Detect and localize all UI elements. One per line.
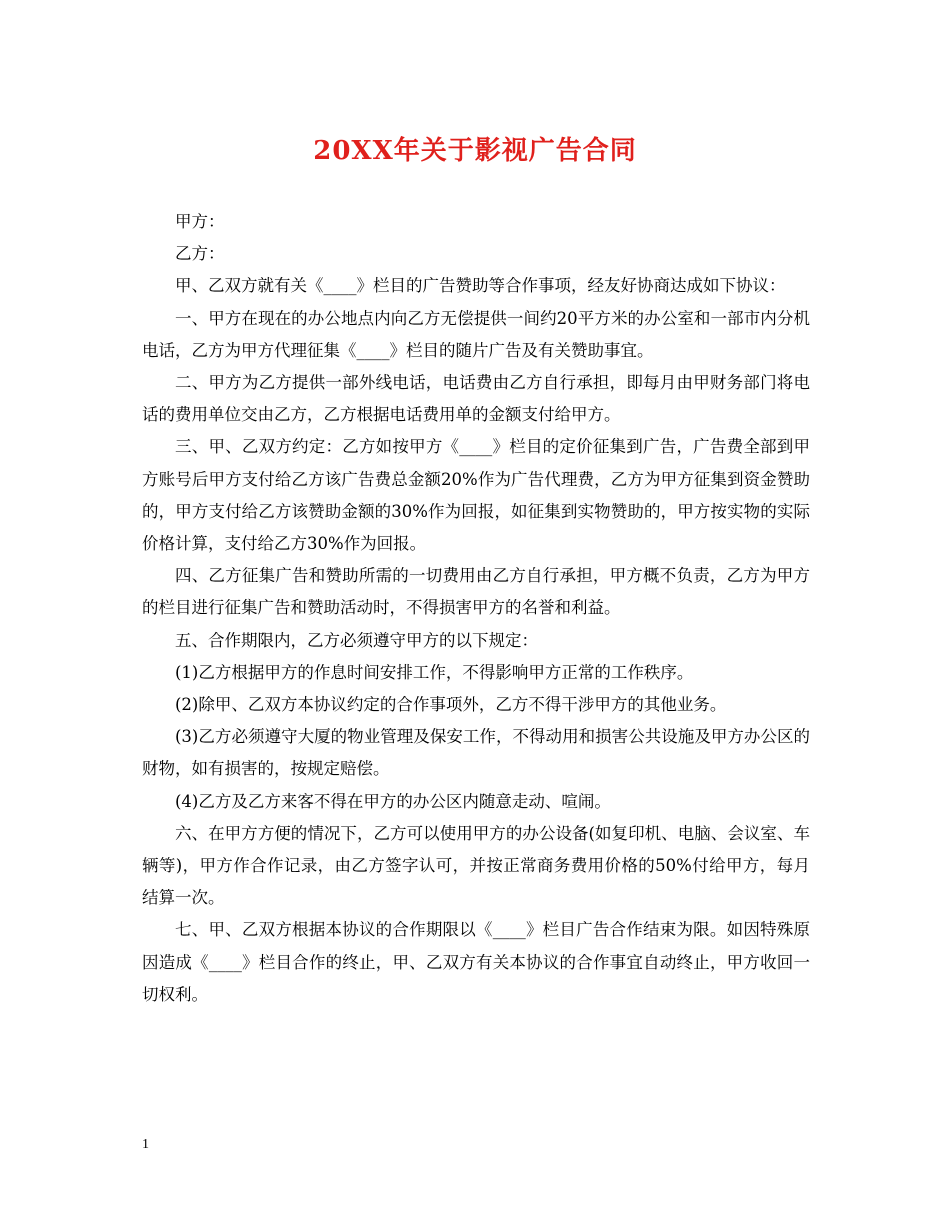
clause-7: 七、甲、乙双方根据本协议的合作期限以《____》栏目广告合作结束为限。如因特殊原因造成《____》栏目合作的终止，甲、乙双方有关本协议的合作事宜自动终止，甲方收回一切权利。 bbox=[142, 920, 810, 1004]
party-a-line: 甲方： bbox=[175, 212, 225, 231]
clause-4: 四、乙方征集广告和赞助所需的一切费用由乙方自行承担，甲方概不负责，乙方为甲方的栏目进行征集广告和赞助活动时，不得损害甲方的名誉和利益。 bbox=[142, 566, 810, 618]
clause-5-item-4: (4)乙方及乙方来客不得在甲方的办公区内随意走动、喧闹。 bbox=[175, 791, 611, 811]
clause-3: 三、甲、乙双方约定：乙方如按甲方《____》栏目的定价征集到广告，广告费全部到甲方账号后甲方支付给乙方该广告费总金额20%作为广告代理费，乙方为甲方征集到资金赞助的，甲方支付给乙方该赞助金额的30%作为回报，如征集到实物赞助的，甲方按实物的实际价格计算，支付给乙方30%作为回报。 bbox=[142, 437, 810, 554]
document-title: 20XX年关于影视广告合同 bbox=[313, 136, 637, 166]
clause-5-item-3: (3)乙方必须遵守大厦的物业管理及保安工作，不得动用和损害公共设施及甲方办公区的财物，如有损害的，按规定赔偿。 bbox=[142, 727, 810, 779]
document-body bbox=[142, 206, 810, 1011]
preamble-paragraph: 甲、乙双方就有关《____》栏目的广告赞助等合作事项，经友好协商达成如下协议： bbox=[175, 276, 786, 296]
clause-6: 六、在甲方方便的情况下，乙方可以使用甲方的办公设备(如复印机、电脑、会议室、车辆等)，甲方作合作记录，由乙方签字认可，并按正常商务费用价格的50%付给甲方，每月结算一次。 bbox=[142, 823, 810, 908]
clause-2: 二、甲方为乙方提供一部外线电话，电话费由乙方自行承担，即每月由甲财务部门将电话的费用单位交由乙方，乙方根据电话费用单的金额支付给甲方。 bbox=[142, 373, 810, 425]
clause-5-item-1: (1)乙方根据甲方的作息时间安排工作，不得影响甲方正常的工作秩序。 bbox=[175, 662, 694, 682]
clause-5: 五、合作期限内，乙方必须遵守甲方的以下规定： bbox=[175, 630, 538, 650]
clause-5-item-2: (2)除甲、乙双方本协议约定的合作事项外，乙方不得干涉甲方的其他业务。 bbox=[175, 695, 727, 715]
page-number: 1 bbox=[142, 1137, 149, 1152]
party-b-line: 乙方： bbox=[175, 244, 225, 264]
clause-1: 一、甲方在现在的办公地点内向乙方无偿提供一间约20平方米的办公室和一部市内分机电话，乙方为甲方代理征集《____》栏目的随片广告及有关赞助事宜。 bbox=[142, 308, 810, 360]
